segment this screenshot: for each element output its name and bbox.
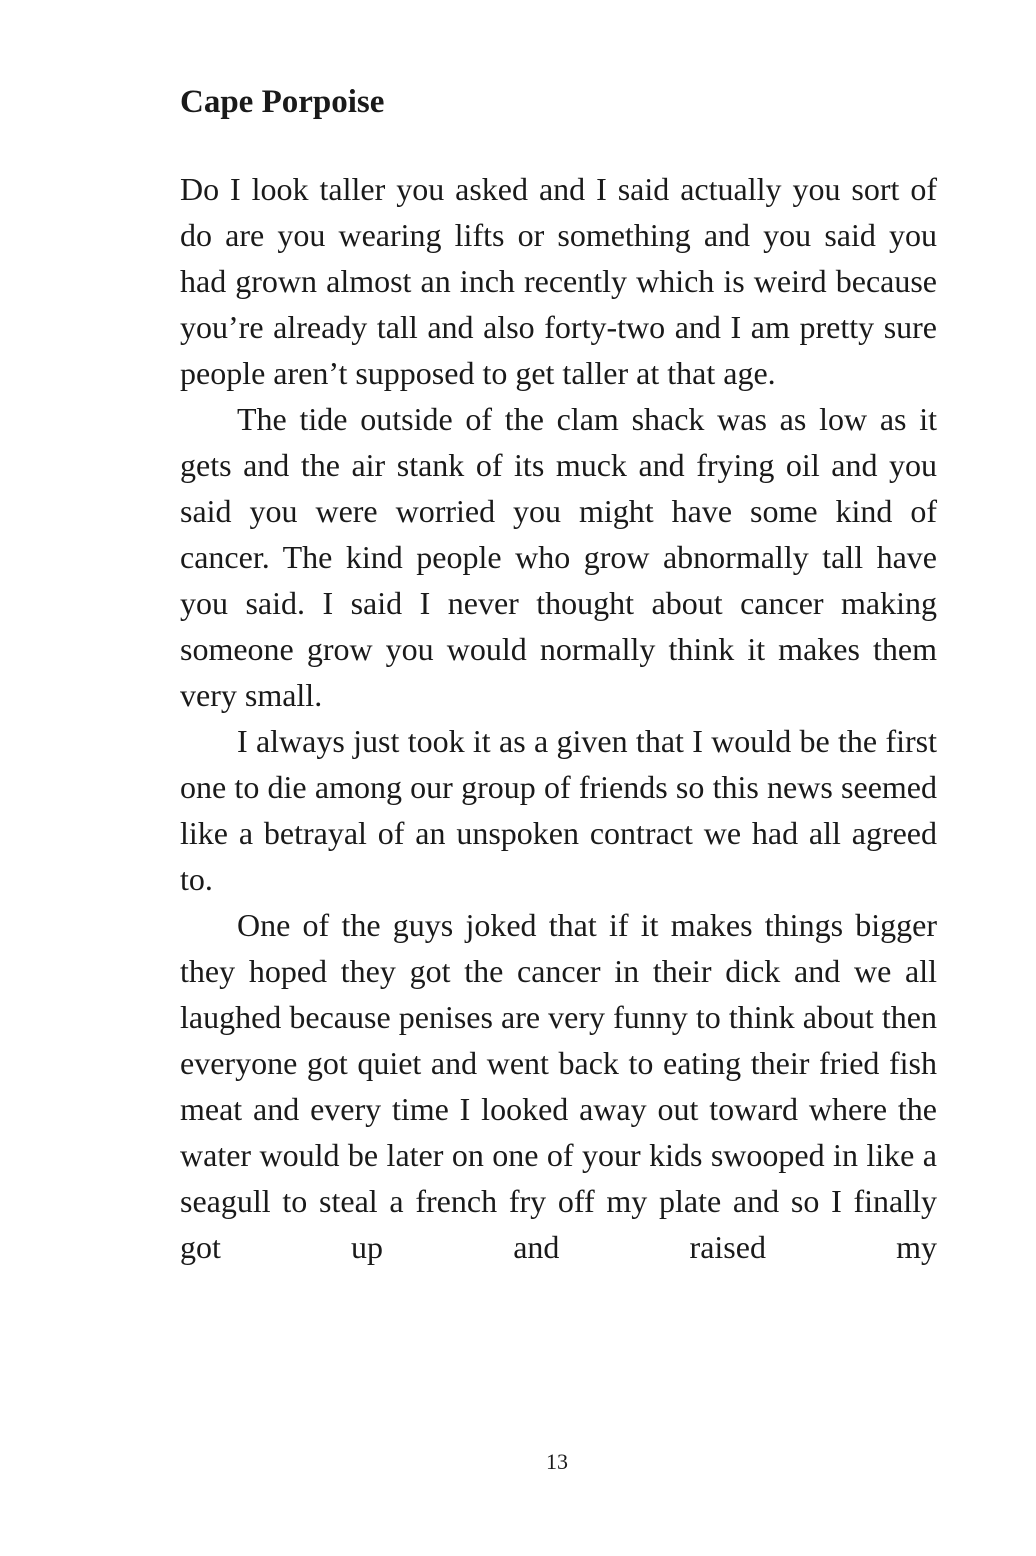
paragraph-1: Do I look taller you asked and I said actually you sort of do are you wearing lifts or something and you said you had grown almost an inch recently which is weird because you’re already tall and also forty-two and I am pretty sure people aren’t supposed to get taller at that age. [180, 171, 937, 391]
page-number: 13 [546, 1449, 568, 1474]
paragraph-4: One of the guys joked that if it makes things bigger they hoped they got the cancer in their dick and we all laughed because penises are very funny to think about then everyone got quiet and went back to eating their fried fish meat and every time I looked away out toward where the water would be later on one of your kids swooped in like a seagull to steal a french fry off my plate and so I finally got up and raised my [180, 907, 937, 1265]
chapter-title: Cape Porpoise [180, 84, 385, 120]
paragraph-2: The tide outside of the clam shack was as low as it gets and the air stank of its muck and frying oil and you said you were worried you might have some kind of cancer. The kind people who grow abnormally tall have you said. I said I never thought about cancer making someone grow you would normally think it makes them very small. [180, 401, 937, 713]
body-text [180, 166, 937, 1270]
paragraph-3: I always just took it as a given that I would be the first one to die among our group of friends so this news seemed like a betrayal of an unspoken contract we had all agreed to. [180, 723, 937, 897]
